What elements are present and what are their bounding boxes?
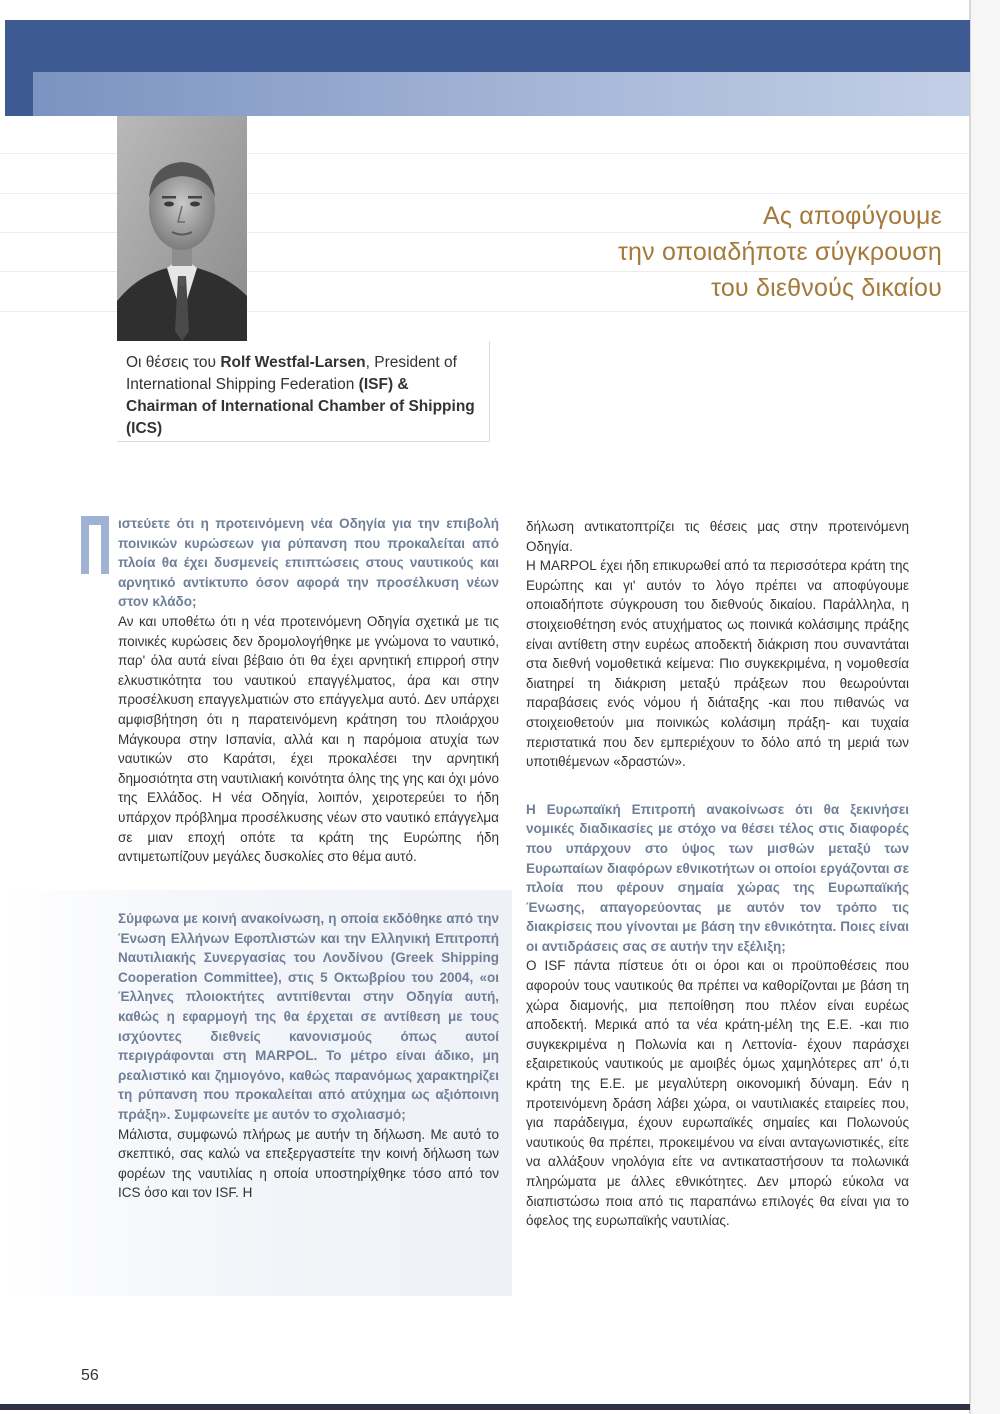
question-2: Σύμφωνα με κοινή ανακοίνωση, η οποία εκδόθηκε από την Ένωση Ελλήνων Εφοπλιστών και την Ελληνική Επιτροπή Ναυτιλιακής Συνεργασίας του Λονδίνου (Greek Shipping Cooperation Committee), στις 5 Οκτωβρίου του 2004, «οι Έλληνες πλοιοκτήτες αντιτίθενται στην Οδηγία αυτή, καθώς η εφαρμογή της θα έρχεται σε αντίθεση με τους ισχύοντες διεθνείς κανονισμούς όπως αυτοί περιγράφονται στη MARPOL. Το μέτρο είναι άδικο, μη ρεαλιστικό και ζημιογόνο, καθώς παρανόμως χαρακτηρίζει τη ρύπανση που προκαλείται από ατύχημα ως αξιόποινη πράξη». Συμφωνείτε με αυτόν το σχολιασμό; [118, 911, 499, 1122]
dropcap [81, 516, 109, 574]
question-1: ιστεύετε ότι η προτεινόμενη νέα Οδηγία για την επιβολή ποινικών κυρώσεων για ρύπανση που προκαλείται από πλοία θα έχει δυσμενείς επιπτώσεις στους ναυτικούς και αρνητικό αντίκτυπο όσον αφορά την προσέλκυση νέων στον κλάδο; [118, 516, 499, 610]
answer-1: Αν και υποθέτω ότι η νέα προτεινόμενη Οδηγία σχετικά με τις ποινικές κυρώσεις δεν δρομολογήθηκε με γνώμονα το ναυτικό, παρ' όλα αυτά είναι βέβαιο ότι θα έχει αρνητική επιρροή στην ελκυστικότητα του ναυτικού επαγγέλματος, άρα και στην προσέλκυση επαγγελματιών στο επάγγελμα αυτό. Δεν υπάρχει αμφισβήτηση ότι η παρατεινόμενη κράτηση του πλοιάρχου Μάγκουρα στην Ισπανία, αλλά και η παρόμοια ατυχία των ναυτικών στο Καράτσι, έχει προκαλέσει την αρνητική δημοσιότητα στη ναυτιλιακή κοινότητα όλης της γης και όχι μόνο της Ελλάδος. Η νέα Οδηγία, λοιπόν, χειροτερεύει το ήδη υπάρχον πρόβλημα προσέλκυσης νέων στο ναυτικό επάγγελμα σε μιαν εποχή οπότε τα κράτη της Ευρώπης ήδη αντιμετωπίζουν μεγάλες δυσκολίες στο θέμα αυτό. [118, 613, 499, 865]
header-band-dark [5, 20, 970, 72]
question-3: Η Ευρωπαϊκή Επιτροπή ανακοίνωσε ότι θα ξεκινήσει νομικές διαδικασίες με στόχο να θέσει τέλος στις διαφορές που υπάρχουν στο ύψος των μισθών μεταξύ των Ευρωπαίων διαφόρων εθνικοτήτων οι οποίοι εργάζονται σε πλοία που φέρουν σημαία χώρας της Ευρωπαϊκής Ένωσης, απαγορεύοντας με αυτόν τον τρόπο τις διακρίσεις που γίνονται με βάση την εθνικότητα. Ποιες είναι οι αντιδράσεις σας σε αυτήν την εξέλιξη; [526, 801, 909, 954]
answer-2-cont: δήλωση αντικατοπτρίζει τις θέσεις μας στην προτεινόμενη Οδηγία. [526, 519, 909, 554]
caption [126, 352, 476, 440]
answer-3: Ο ISF πάντα πίστευε ότι οι όροι και οι προϋποθέσεις που αφορούν τους ναυτικούς θα πρέπει να καθορίζονται με βάση τη χώρα διαμονής, μια πεποίθηση που πλέον είναι ευρέως αποδεκτή. Μερικά από τα νέα κράτη-μέλη της Ε.Ε. -και πιο συγκεκριμένα η Πολωνία και η Λεττονία- έχουν παράσχει εξαιρετικούς ναυτικούς με αμοιβές όμως χαμηλότερες απ' ό,τι κράτη της Ε.Ε. με μεγαλύτερη οικονομική δύναμη. Εάν η προτεινόμενη δράση λάβει χώρα, οι ναυτιλιακές εταιρείες που, για παράδειγμα, έχουν ευρωπαϊκές σημαίες και Πολωνούς ναυτικούς θα πρέπει, προκειμένου να είναι ανταγωνιστικές, είτε να αλλάξουν νηολόγια είτε να αντικαταστήσουν τα πολωνικά πληρώματα με άλλες εθνικότητες. Δεν μπορώ εύκολα να διαπιστώσω ποια από τις παραπάνω επιλογές θα είναι για το όφελος της ευρωπαϊκής ναυτιλίας. [526, 958, 909, 1229]
article-title [342, 198, 942, 306]
answer-2-rest: Η MARPOL έχει ήδη επικυρωθεί από τα περισσότερα κράτη της Ευρώπης και γι' αυτόν το λόγο πρέπει να αποφύγουμε οποιαδήποτε σύγκρουση του διεθνούς δικαίου. Παράλληλα, η στοιχειοθέτηση ενός ατυχήματος ως ποινικά κολάσιμης πράξης είναι αντίθετη στην ευρέως αποδεκτή διάκριση που συναντάται στα διεθνή νομοθετικά κείμενα: Πιο συγκεκριμένα, η νομοθεσία διατηρεί τη διάκριση μεταξύ πράξεων που θεωρούνται παραβάσεις ενός νόμου ή διάταξης -και που πιθανώς να στοιχειοθετούν μια ποινικώς κολάσιμη πράξη- και τυχαία περιστατικά που δεν εμπεριέχουν το δόλο από τη μεριά των υποτιθέμενων «δραστών». [526, 558, 909, 770]
portrait-photo [117, 116, 247, 341]
footer-band [0, 1404, 970, 1410]
caption-name: Rolf Westfal-Larsen [220, 354, 366, 371]
column-left-bottom [118, 909, 499, 1203]
page-edge [970, 0, 1000, 1414]
title-line-1: Ας αποφύγουμε [762, 202, 942, 230]
caption-mid: , President of International Shipping Federation [126, 354, 457, 393]
header-band-notch [5, 72, 33, 116]
answer-2-start: Μάλιστα, συμφωνώ πλήρως με αυτήν τη δήλωση. Με αυτό το σκεπτικό, σας καλώ να επεξεργαστείτε την κοινή δήλωση των φορέων της ναυτιλίας η οποία υποστηρίχθηκε τόσο από τον ICS όσο και τον ISF. Η [118, 1126, 499, 1201]
header-band-light [33, 72, 970, 116]
column-right [526, 517, 909, 1231]
column-left-top [118, 514, 499, 867]
title-line-2: την οποιαδήποτε σύγκρουση [617, 238, 942, 266]
page-edge-line [969, 0, 971, 1414]
caption-prefix: Οι θέσεις του [126, 354, 221, 371]
title-line-3: του διεθνούς δικαίου [711, 274, 942, 302]
spacer [526, 772, 909, 800]
caption-bold: (ISF) & Chairman of International Chamber of Shipping (ICS) [126, 376, 475, 437]
page-number: 56 [81, 1367, 99, 1384]
